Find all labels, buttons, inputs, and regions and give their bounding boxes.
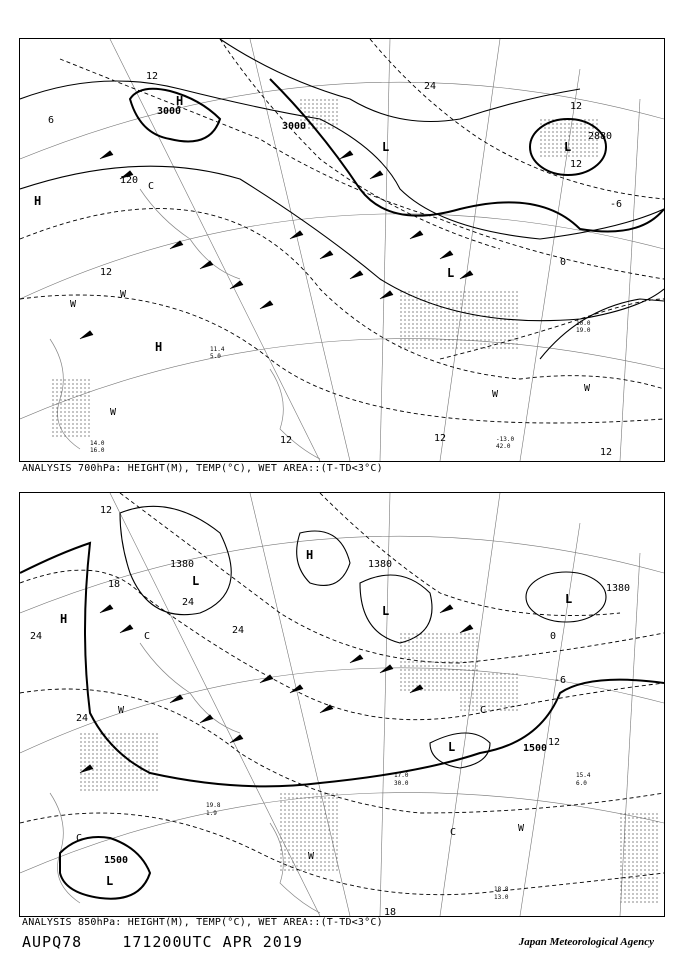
chart-850hpa-map — [20, 493, 664, 916]
station-value: 13.0 — [494, 894, 509, 901]
cold-marker: C — [76, 833, 83, 844]
temp-label: 12 — [100, 267, 113, 278]
cold-marker: C — [450, 827, 457, 838]
station-value: 6.0 — [576, 780, 587, 787]
temp-label: 12 — [570, 101, 583, 112]
station-value: 19.0 — [576, 327, 591, 334]
high-center-label: H — [176, 94, 184, 108]
station-value: -13.0 — [496, 436, 515, 443]
height-label-1380: 1380 — [368, 559, 393, 570]
height-label-1380: 1380 — [170, 559, 195, 570]
temp-label: 6 — [48, 115, 55, 126]
station-plots — [206, 772, 591, 901]
station-value: 11.4 — [210, 346, 225, 353]
cold-marker: C — [148, 181, 155, 192]
station-value: 5.0 — [210, 353, 221, 360]
station-value: 14.0 — [90, 440, 105, 447]
temp-label: 12 — [100, 505, 113, 516]
warm-marker: W — [492, 389, 499, 400]
caption-700hpa: ANALYSIS 700hPa: HEIGHT(M), TEMP(°C), WET AREA::(T-TD<3°C) — [22, 463, 383, 474]
wet-area — [50, 99, 600, 439]
low-center-label: L — [565, 592, 573, 606]
bulletin-header — [22, 933, 303, 951]
station-value: 17.0 — [394, 772, 409, 779]
wet-area — [80, 633, 660, 903]
station-value: 30.0 — [394, 780, 409, 787]
height-label-3000: 3000 — [282, 121, 307, 132]
temp-label: 0 — [560, 257, 567, 268]
station-value: 15.4 — [576, 772, 591, 779]
temp-label: 24 — [182, 597, 195, 608]
temp-label: 18 — [108, 579, 121, 590]
cold-marker: C — [480, 705, 487, 716]
chart-700hpa-map — [20, 39, 664, 461]
high-center-label: H — [60, 612, 68, 626]
temp-label: -6 — [610, 199, 623, 210]
coastline — [50, 189, 320, 459]
temp-label: 12 — [548, 737, 561, 748]
temp-label: 12 — [434, 433, 447, 444]
height-label-2880: 2880 — [588, 131, 613, 142]
low-center-label: L — [447, 266, 455, 280]
station-value: 19.8 — [206, 802, 221, 809]
station-value: 16.0 — [90, 447, 105, 454]
height-label-1380: 1380 — [606, 583, 631, 594]
warm-marker: W — [584, 383, 591, 394]
low-center-label: L — [448, 740, 456, 754]
temp-label: 24 — [424, 81, 437, 92]
temp-label: 12 — [600, 447, 613, 458]
station-value: 1.9 — [206, 810, 217, 817]
low-center-label: L — [192, 574, 200, 588]
temp-label: 24 — [30, 631, 43, 642]
station-value: 18.8 — [494, 886, 509, 893]
contour-labels — [48, 71, 622, 458]
warm-marker: W — [120, 289, 127, 300]
height-label-1500: 1500 — [104, 855, 129, 866]
temp-label: 18 — [384, 907, 397, 916]
low-center-label: L — [382, 140, 390, 154]
temp-label: 24 — [232, 625, 245, 636]
graticule — [20, 39, 664, 461]
temp-label: 12 — [146, 71, 159, 82]
warm-marker: W — [70, 299, 77, 310]
temp-label: -6 — [554, 675, 567, 686]
graticule — [20, 493, 664, 916]
agency-name: Japan Meteorological Agency — [518, 936, 654, 948]
warm-marker: W — [118, 705, 125, 716]
caption-850hpa: ANALYSIS 850hPa: HEIGHT(M), TEMP(°C), WET AREA::(T-TD<3°C) — [22, 917, 383, 928]
temp-label: 120 — [120, 175, 139, 186]
height-label-1500: 1500 — [523, 743, 548, 754]
warm-marker: W — [518, 823, 525, 834]
high-center-label: H — [306, 548, 314, 562]
station-value: 42.0 — [496, 443, 511, 450]
station-value: 10.0 — [576, 320, 591, 327]
chart-850hpa-panel — [19, 492, 665, 917]
bulletin-id: AUPQ78 — [22, 933, 83, 951]
warm-marker: W — [110, 407, 117, 418]
low-center-label: L — [564, 140, 572, 154]
bulletin-datetime: 171200UTC APR 2019 — [122, 933, 303, 951]
isotherms — [20, 493, 664, 895]
chart-700hpa-panel — [19, 38, 665, 462]
temp-label: 0 — [550, 631, 557, 642]
high-center-label: H — [34, 194, 42, 208]
temp-label: 12 — [570, 159, 583, 170]
warm-marker: W — [308, 851, 315, 862]
temp-label: 12 — [280, 435, 293, 446]
height-contours — [20, 39, 664, 359]
temp-label: 24 — [76, 713, 89, 724]
low-center-label: L — [382, 604, 390, 618]
low-center-label: L — [106, 874, 114, 888]
height-label-3000: 3000 — [157, 106, 182, 117]
cold-marker: C — [144, 631, 151, 642]
high-center-label: H — [155, 340, 163, 354]
